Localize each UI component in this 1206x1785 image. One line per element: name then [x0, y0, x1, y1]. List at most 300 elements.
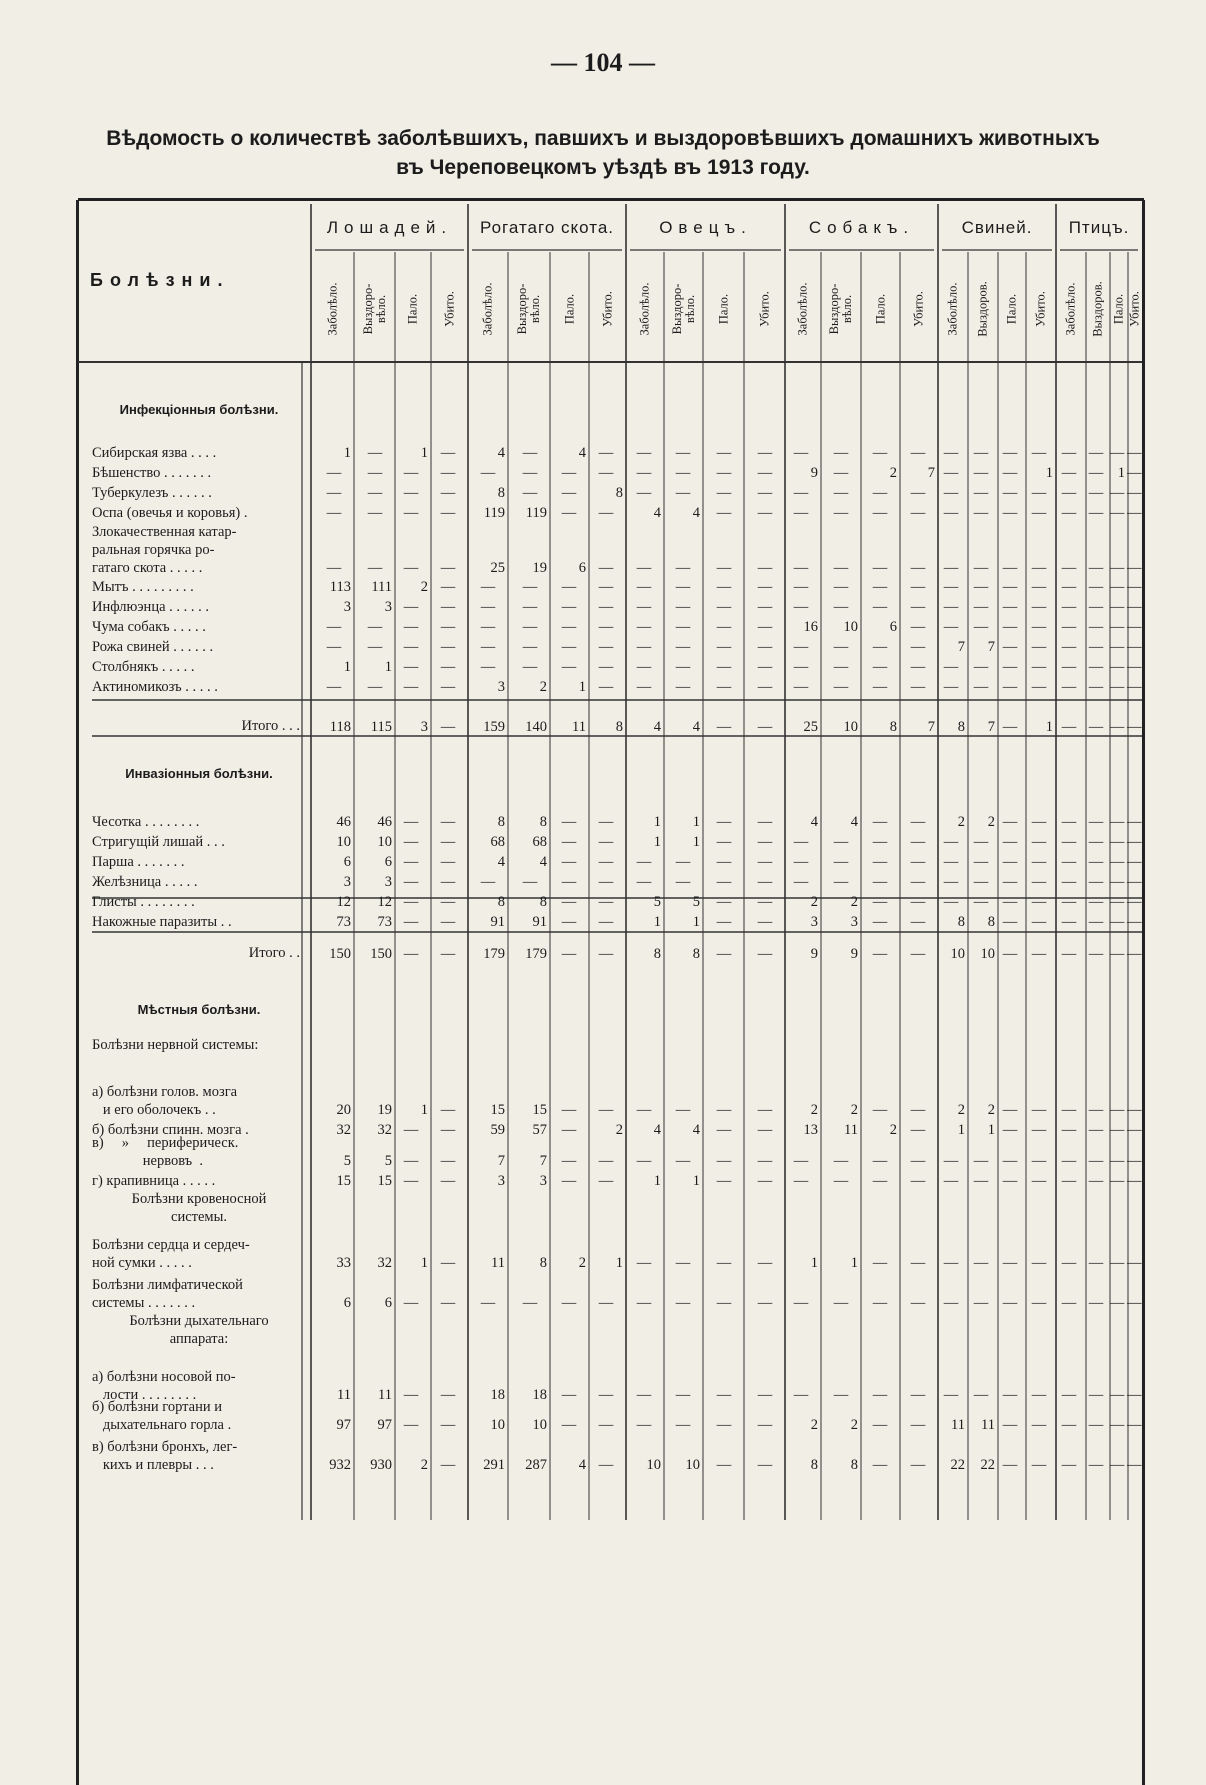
table-cell: —: [403, 465, 419, 481]
table-cell: 4: [653, 505, 661, 521]
title-line-2: въ Череповецкомъ уѣздѣ въ 1913 году.: [396, 156, 810, 179]
table-cell: —: [598, 874, 614, 890]
table-cell: —: [675, 874, 691, 890]
table-cell: —: [757, 854, 773, 870]
table-cell: —: [793, 445, 809, 461]
table-cell: —: [1127, 445, 1142, 461]
table-cell: —: [675, 854, 691, 870]
table-cell: —: [1061, 719, 1077, 735]
table-cell: —: [1088, 619, 1104, 635]
table-cell: 11: [337, 1387, 351, 1403]
table-cell: —: [943, 599, 959, 615]
table-cell: —: [636, 445, 652, 461]
table-cell: —: [1031, 659, 1047, 675]
table-cell: 25: [490, 560, 505, 576]
table-cell: —: [675, 1295, 691, 1311]
table-cell: 1: [692, 914, 700, 930]
table-cell: 5: [692, 894, 700, 910]
table-cell: 140: [525, 719, 547, 735]
table-cell: —: [757, 1122, 773, 1138]
table-cell: 3: [850, 914, 858, 930]
table-cell: —: [757, 1102, 773, 1118]
table-cell: —: [403, 814, 419, 830]
table-cell: —: [910, 445, 926, 461]
table-cell: —: [872, 639, 888, 655]
table-cell: 5: [343, 1153, 351, 1169]
sub-header: Заболѣло.: [795, 282, 810, 336]
table-cell: —: [793, 659, 809, 675]
table-cell: —: [440, 639, 456, 655]
table-cell: —: [1088, 485, 1104, 501]
row-label: Туберкулезъ . . . . . .: [92, 485, 212, 501]
table-cell: —: [598, 465, 614, 481]
table-cell: —: [440, 1295, 456, 1311]
table-cell: —: [561, 1102, 577, 1118]
sub-header: Убито.: [757, 291, 771, 327]
table-cell: —: [675, 1102, 691, 1118]
table-cell: —: [1109, 679, 1125, 695]
table-cell: —: [326, 505, 342, 521]
table-cell: 1: [343, 659, 351, 675]
table-cell: 3: [497, 1173, 505, 1189]
table-cell: 5: [384, 1153, 392, 1169]
table-cell: —: [1061, 854, 1077, 870]
table-cell: —: [1061, 485, 1077, 501]
table-cell: —: [973, 465, 989, 481]
table-cell: —: [326, 619, 342, 635]
table-cell: —: [403, 874, 419, 890]
table-cell: —: [1127, 579, 1142, 595]
table-cell: —: [675, 619, 691, 635]
table-cell: 930: [370, 1457, 392, 1473]
table-cell: —: [943, 619, 959, 635]
table-cell: —: [522, 659, 538, 675]
table-cell: —: [598, 814, 614, 830]
table-cell: —: [1109, 1122, 1125, 1138]
table-cell: —: [1088, 1122, 1104, 1138]
table-cell: —: [910, 946, 926, 962]
table-cell: 2: [850, 1417, 858, 1433]
table-cell: —: [480, 579, 496, 595]
table-cell: 9: [850, 946, 858, 962]
table-cell: —: [1109, 560, 1125, 576]
table-cell: —: [561, 1295, 577, 1311]
table-cell: —: [943, 894, 959, 910]
table-cell: —: [1088, 1295, 1104, 1311]
table-cell: —: [943, 1153, 959, 1169]
table-cell: —: [1109, 1255, 1125, 1271]
table-cell: 6: [578, 560, 586, 576]
table-cell: —: [480, 465, 496, 481]
table-cell: —: [943, 1387, 959, 1403]
table-cell: —: [1031, 619, 1047, 635]
table-cell: —: [561, 505, 577, 521]
table-cell: —: [910, 560, 926, 576]
table-cell: —: [403, 1153, 419, 1169]
sub-header: Убито.: [1033, 291, 1048, 327]
table-cell: —: [440, 599, 456, 615]
table-cell: —: [561, 814, 577, 830]
table-cell: —: [1002, 946, 1018, 962]
table-cell: —: [716, 1387, 732, 1403]
table-cell: 3: [810, 914, 818, 930]
table-cell: —: [973, 1173, 989, 1189]
table-cell: —: [1061, 1255, 1077, 1271]
table-cell: —: [1002, 1122, 1018, 1138]
table-cell: —: [440, 1122, 456, 1138]
table-cell: 8: [539, 894, 547, 910]
table-cell: 10: [950, 946, 965, 962]
table-cell: —: [973, 679, 989, 695]
table-cell: 2: [578, 1255, 586, 1271]
table-cell: 3: [497, 679, 505, 695]
table-cell: 1: [384, 659, 392, 675]
table-cell: —: [872, 659, 888, 675]
section-respiratory: Болѣзни дыхательнаго аппарата:: [129, 1313, 269, 1347]
table-cell: —: [522, 599, 538, 615]
table-cell: —: [1088, 854, 1104, 870]
table-cell: 7: [539, 1153, 547, 1169]
table-cell: 11: [378, 1387, 392, 1403]
table-cell: —: [716, 1457, 732, 1473]
table-cell: —: [757, 894, 773, 910]
section-infectious: Инфекціонныя болѣзни.: [119, 402, 279, 417]
table-cell: 8: [957, 719, 965, 735]
table-cell: —: [716, 894, 732, 910]
table-cell: —: [1061, 946, 1077, 962]
row-label: б) болѣзни гортани и дыхательнаго горла .: [92, 1399, 232, 1433]
table-cell: —: [943, 854, 959, 870]
table-cell: 111: [371, 579, 392, 595]
table-cell: 8: [539, 814, 547, 830]
table-cell: —: [440, 445, 456, 461]
table-cell: 7: [927, 465, 935, 481]
table-cell: —: [910, 1295, 926, 1311]
table-cell: 1: [692, 814, 700, 830]
table-cell: —: [403, 639, 419, 655]
table-cell: —: [1002, 1417, 1018, 1433]
table-cell: —: [1002, 719, 1018, 735]
table-cell: —: [1002, 874, 1018, 890]
table-cell: 1: [810, 1255, 818, 1271]
table-cell: 4: [692, 505, 700, 521]
table-cell: —: [910, 679, 926, 695]
row-label: Оспа (овечья и коровья) .: [92, 505, 248, 521]
table-cell: —: [675, 639, 691, 655]
table-cell: 2: [850, 894, 858, 910]
table-cell: —: [793, 579, 809, 595]
table-cell: —: [973, 619, 989, 635]
table-cell: —: [561, 465, 577, 481]
table-cell: —: [973, 445, 989, 461]
table-cell: —: [326, 560, 342, 576]
table-cell: —: [561, 619, 577, 635]
table-cell: 2: [987, 1102, 995, 1118]
sub-header: Пало.: [562, 293, 576, 325]
table-cell: —: [973, 1295, 989, 1311]
table-cell: 18: [490, 1387, 505, 1403]
table-cell: —: [675, 445, 691, 461]
table-cell: —: [716, 659, 732, 675]
table-cell: —: [793, 1173, 809, 1189]
table-cell: —: [757, 1457, 773, 1473]
table-cell: —: [403, 1295, 419, 1311]
table-cell: 2: [539, 679, 547, 695]
table-cell: —: [793, 854, 809, 870]
table-cell: 7: [987, 719, 995, 735]
table-cell: —: [1127, 1122, 1142, 1138]
table-cell: —: [973, 834, 989, 850]
table-cell: —: [1031, 874, 1047, 890]
table-cell: —: [833, 854, 849, 870]
table-cell: 91: [490, 914, 505, 930]
table-cell: —: [833, 579, 849, 595]
table-cell: —: [403, 894, 419, 910]
table-cell: —: [757, 1173, 773, 1189]
table-cell: —: [1061, 834, 1077, 850]
table-cell: —: [598, 914, 614, 930]
table-cell: —: [1031, 505, 1047, 521]
table-cell: —: [910, 619, 926, 635]
table-cell: —: [480, 874, 496, 890]
table-cell: —: [1061, 1417, 1077, 1433]
table-cell: —: [910, 874, 926, 890]
table-cell: 15: [490, 1102, 505, 1118]
table-cell: —: [522, 1295, 538, 1311]
table-cell: 4: [692, 719, 700, 735]
table-cell: —: [943, 1173, 959, 1189]
total-label: Итого . .: [248, 945, 300, 961]
table-cell: —: [1088, 659, 1104, 675]
table-cell: —: [1002, 814, 1018, 830]
table-cell: 2: [889, 465, 897, 481]
table-cell: —: [1088, 445, 1104, 461]
table-cell: —: [757, 719, 773, 735]
table-cell: 150: [329, 946, 351, 962]
table-cell: —: [910, 1173, 926, 1189]
sub-header: Убито.: [600, 291, 614, 327]
table-cell: —: [675, 1153, 691, 1169]
table-cell: —: [872, 894, 888, 910]
table-cell: —: [1127, 599, 1142, 615]
table-cell: —: [943, 1255, 959, 1271]
table-cell: —: [480, 639, 496, 655]
row-label: Чесотка . . . . . . . .: [92, 814, 200, 830]
table-cell: —: [943, 679, 959, 695]
table-cell: 119: [525, 505, 547, 521]
table-cell: —: [716, 946, 732, 962]
table-cell: —: [598, 445, 614, 461]
table-cell: —: [1088, 465, 1104, 481]
table-cell: —: [598, 894, 614, 910]
table-cell: —: [943, 659, 959, 675]
table-cell: —: [636, 639, 652, 655]
table-cell: 68: [490, 834, 505, 850]
table-cell: —: [943, 560, 959, 576]
table-cell: —: [636, 1417, 652, 1433]
row-label: Инфлюэнца . . . . . .: [92, 599, 210, 615]
table-cell: —: [872, 579, 888, 595]
table-cell: —: [367, 619, 383, 635]
table-cell: —: [675, 1387, 691, 1403]
table-cell: —: [1061, 814, 1077, 830]
table-cell: —: [757, 599, 773, 615]
table-cell: —: [1127, 639, 1142, 655]
table-cell: —: [1002, 1295, 1018, 1311]
table-cell: —: [910, 1122, 926, 1138]
table-cell: 1: [343, 445, 351, 461]
table-cell: —: [1088, 639, 1104, 655]
table-cell: 6: [343, 1295, 351, 1311]
table-cell: 10: [980, 946, 995, 962]
table-cell: —: [910, 1417, 926, 1433]
total-label: Итого . . .: [241, 718, 300, 734]
table-cell: 22: [980, 1457, 995, 1473]
table-cell: —: [1088, 560, 1104, 576]
table-cell: —: [1127, 894, 1142, 910]
table-cell: —: [1002, 1387, 1018, 1403]
table-cell: —: [598, 505, 614, 521]
table-cell: —: [675, 659, 691, 675]
table-cell: —: [910, 485, 926, 501]
table-cell: 8: [810, 1457, 818, 1473]
table-cell: —: [1002, 679, 1018, 695]
table-cell: —: [1109, 814, 1125, 830]
table-cell: —: [833, 505, 849, 521]
table-cell: —: [973, 854, 989, 870]
table-cell: —: [757, 914, 773, 930]
table-cell: —: [1031, 639, 1047, 655]
table-cell: —: [1002, 579, 1018, 595]
table-cell: 15: [532, 1102, 547, 1118]
table-cell: —: [403, 599, 419, 615]
table-cell: 1: [692, 1173, 700, 1189]
table-cell: 8: [497, 894, 505, 910]
table-cell: —: [522, 579, 538, 595]
table-cell: —: [598, 946, 614, 962]
table-cell: 8: [615, 485, 623, 501]
table-cell: —: [636, 599, 652, 615]
table-cell: 15: [336, 1173, 351, 1189]
table-cell: —: [872, 1173, 888, 1189]
table-cell: 1: [653, 914, 661, 930]
table-cell: —: [943, 834, 959, 850]
section-circulatory: Болѣзни кровеносной системы.: [131, 1191, 267, 1225]
table-cell: —: [1031, 560, 1047, 576]
table-cell: —: [522, 485, 538, 501]
table-cell: —: [598, 1417, 614, 1433]
table-cell: 7: [987, 639, 995, 655]
table-cell: 91: [532, 914, 547, 930]
table-cell: 2: [810, 1102, 818, 1118]
table-cell: —: [872, 946, 888, 962]
table-cell: 1: [1117, 465, 1125, 481]
table-cell: —: [973, 1153, 989, 1169]
group-header: Собакъ.: [808, 218, 915, 237]
table-cell: —: [943, 579, 959, 595]
table-cell: —: [1002, 914, 1018, 930]
table-cell: —: [636, 679, 652, 695]
table-cell: —: [561, 1153, 577, 1169]
table-cell: —: [367, 465, 383, 481]
table-cell: —: [943, 485, 959, 501]
table-cell: —: [943, 1295, 959, 1311]
table-cell: —: [1109, 874, 1125, 890]
table-cell: 32: [377, 1255, 392, 1271]
table-cell: —: [1109, 639, 1125, 655]
table-cell: —: [973, 874, 989, 890]
table-cell: —: [636, 1102, 652, 1118]
table-cell: —: [872, 445, 888, 461]
table-cell: —: [1061, 914, 1077, 930]
table-cell: —: [973, 579, 989, 595]
table-cell: 3: [539, 1173, 547, 1189]
table-cell: —: [793, 874, 809, 890]
table-cell: —: [522, 619, 538, 635]
section-local: Мѣстныя болѣзни.: [137, 1002, 261, 1017]
table-cell: —: [1088, 1153, 1104, 1169]
table-cell: —: [598, 599, 614, 615]
table-cell: —: [1031, 1255, 1047, 1271]
table-cell: —: [872, 1102, 888, 1118]
table-cell: —: [636, 1153, 652, 1169]
table-cell: —: [943, 465, 959, 481]
table-cell: —: [716, 619, 732, 635]
table-cell: —: [716, 560, 732, 576]
table-cell: —: [440, 1102, 456, 1118]
table-cell: —: [872, 1153, 888, 1169]
table-cell: —: [598, 1153, 614, 1169]
table-cell: —: [1127, 505, 1142, 521]
table-cell: —: [716, 579, 732, 595]
table-cell: —: [367, 485, 383, 501]
table-cell: 10: [490, 1417, 505, 1433]
table-cell: —: [716, 854, 732, 870]
table-cell: 11: [572, 719, 586, 735]
table-cell: —: [716, 1173, 732, 1189]
table-cell: —: [1109, 946, 1125, 962]
table-cell: —: [598, 1457, 614, 1473]
table-cell: —: [1031, 1173, 1047, 1189]
table-cell: —: [833, 560, 849, 576]
row-label: Чума собакъ . . . . .: [92, 619, 206, 635]
sub-header: Заболѣло.: [480, 282, 495, 336]
table-cell: —: [367, 560, 383, 576]
table-cell: —: [1031, 599, 1047, 615]
diseases-column-header: Болѣзни.: [90, 270, 230, 290]
table-cell: —: [561, 946, 577, 962]
table-cell: 1: [1045, 465, 1053, 481]
table-cell: —: [1109, 659, 1125, 675]
section-nervous: Болѣзни нервной системы:: [92, 1037, 259, 1053]
table-cell: —: [1002, 659, 1018, 675]
table-cell: —: [522, 874, 538, 890]
table-cell: —: [1088, 1417, 1104, 1433]
table-cell: 22: [950, 1457, 965, 1473]
table-cell: —: [833, 639, 849, 655]
table-cell: 3: [420, 719, 428, 735]
table-cell: —: [716, 719, 732, 735]
sub-header: Выздоро- вѣло.: [360, 283, 388, 335]
table-cell: —: [910, 639, 926, 655]
table-cell: —: [872, 874, 888, 890]
table-cell: 1: [615, 1255, 623, 1271]
table-cell: —: [872, 485, 888, 501]
table-cell: —: [1061, 1153, 1077, 1169]
row-label: в) болѣзни бронхъ, лег- кихъ и плевры . . .: [92, 1439, 238, 1473]
table-cell: 291: [483, 1457, 505, 1473]
sub-header: Пало.: [1004, 293, 1019, 325]
